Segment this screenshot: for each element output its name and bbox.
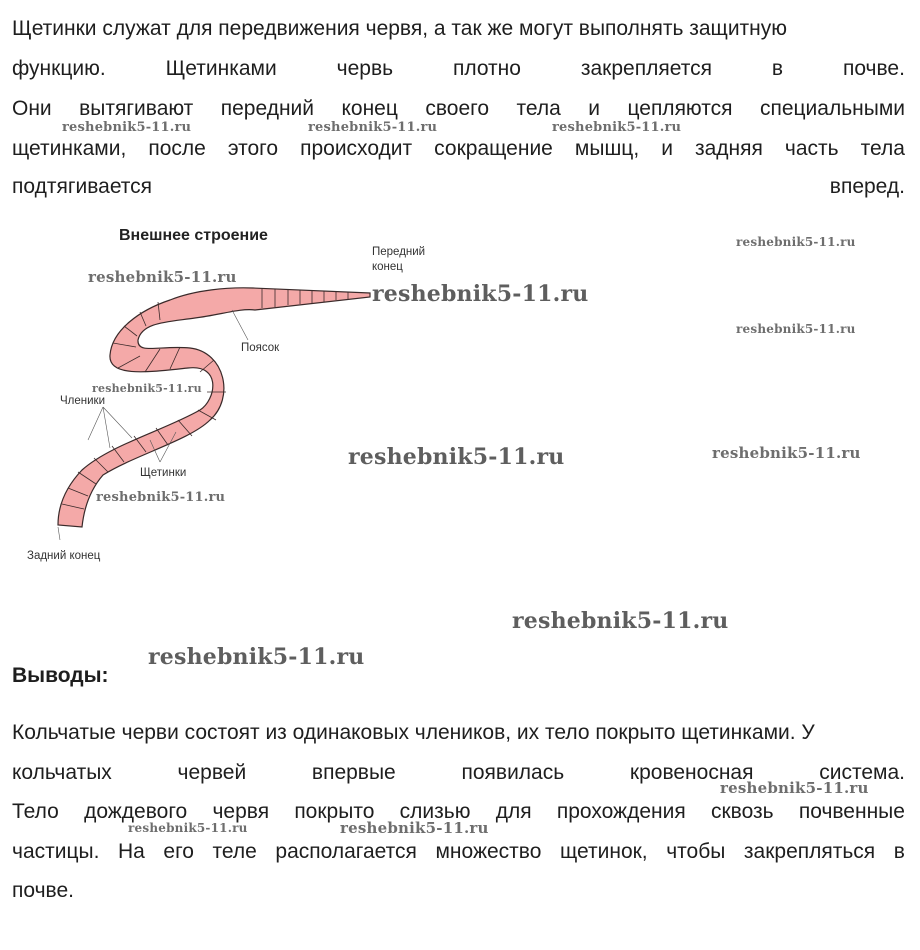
text-span: этого <box>227 137 279 160</box>
text-span: система. <box>819 761 905 784</box>
label-girdle: Поясок <box>241 342 280 354</box>
paragraph-2-line-1 <box>12 718 905 748</box>
watermark: reshebnik5-11.ru <box>736 235 856 249</box>
text-span: чтобы <box>666 840 726 863</box>
text-span: конец <box>341 97 398 120</box>
text-span: Тело <box>12 800 59 823</box>
text-span: щетинками, <box>12 137 127 160</box>
text-span: почве. <box>842 57 905 80</box>
text-span: тела <box>516 97 561 120</box>
paragraph-2-line-5 <box>12 876 905 906</box>
text-span: плотно <box>452 57 521 80</box>
text-span: мышц, <box>574 137 640 160</box>
watermark: reshebnik5-11.ru <box>308 120 438 135</box>
watermark: reshebnik5-11.ru <box>720 779 869 797</box>
text-span: задняя <box>694 137 763 160</box>
text-span: частицы. <box>12 840 100 863</box>
text-span: своего <box>425 97 490 120</box>
text-span: червей <box>177 761 247 784</box>
text-span: червь <box>336 57 394 80</box>
text-span: вытягивают <box>79 97 194 120</box>
label-line: конец <box>372 261 403 273</box>
text-span: цепляются <box>627 97 733 120</box>
label-segments: Членики <box>60 395 106 407</box>
text-span: Кольчатые черви состоят из одинаковых члеников, их тело покрыто щетинками. У <box>12 721 815 744</box>
paragraph-2-line-4 <box>12 837 905 867</box>
text-span: На <box>118 840 145 863</box>
text-span: Щетинками <box>165 57 277 80</box>
text-span: тела <box>860 137 905 160</box>
text-span: его <box>163 840 194 863</box>
text-span: почве. <box>12 879 74 902</box>
text-span: кровеносная <box>629 761 754 784</box>
text-span: теле <box>212 840 257 863</box>
label-line: Передний <box>372 246 426 258</box>
text-span: функцию. <box>12 57 106 80</box>
text-span: покрыто <box>294 800 375 823</box>
text-span: и <box>661 137 673 160</box>
watermark: reshebnik5-11.ru <box>340 819 489 837</box>
watermark: reshebnik5-11.ru <box>128 821 248 835</box>
text-span: в <box>893 840 905 863</box>
text-span: после <box>148 137 206 160</box>
label-front-end <box>372 245 425 275</box>
text-span: в <box>771 57 784 80</box>
rear-end-pointer <box>58 527 60 540</box>
figure-title: Внешнее строение <box>119 227 268 244</box>
text-span: щетинок, <box>559 840 648 863</box>
watermark: reshebnik5-11.ru <box>148 644 365 670</box>
text-span: Щетинки служат для передвижения червя, а так же могут выполнять защитную <box>12 17 788 40</box>
text-span: впервые <box>311 761 396 784</box>
watermark: reshebnik5-11.ru <box>348 444 565 470</box>
watermark: reshebnik5-11.ru <box>372 281 589 307</box>
text-span: сокращение <box>434 137 553 160</box>
text-span: располагается <box>275 840 417 863</box>
watermark: reshebnik5-11.ru <box>712 444 861 462</box>
text-span: закрепляться <box>743 840 876 863</box>
label-bristles: Щетинки <box>140 467 187 479</box>
text-span: Они <box>12 97 52 120</box>
text-span: кольчатых <box>12 761 112 784</box>
text-span: дождевого <box>84 800 188 823</box>
watermark: reshebnik5-11.ru <box>736 322 856 336</box>
text-span: и <box>588 97 600 120</box>
text-span: подтягивается <box>12 175 153 198</box>
girdle-pointer <box>232 310 248 340</box>
text-span: слизью <box>399 800 471 823</box>
text-span: почвенные <box>798 800 905 823</box>
text-span: специальными <box>759 97 905 120</box>
segment-pointer <box>88 407 103 440</box>
watermark: reshebnik5-11.ru <box>552 120 682 135</box>
text-span: происходит <box>300 137 413 160</box>
text-span: часть <box>784 137 839 160</box>
watermark: reshebnik5-11.ru <box>92 382 202 395</box>
text-span: множество <box>435 840 542 863</box>
watermark: reshebnik5-11.ru <box>88 268 237 286</box>
watermark: reshebnik5-11.ru <box>96 490 226 505</box>
watermark: reshebnik5-11.ru <box>512 608 729 634</box>
text-span: червя <box>212 800 270 823</box>
watermark: reshebnik5-11.ru <box>62 120 192 135</box>
label-rear-end: Задний конец <box>27 550 101 562</box>
conclusions-heading: Выводы: <box>12 664 109 687</box>
text-span: сквозь <box>710 800 774 823</box>
text-span: прохождения <box>556 800 686 823</box>
text-span: вперед. <box>829 175 905 198</box>
text-span: передний <box>220 97 315 120</box>
text-span: закрепляется <box>580 57 712 80</box>
text-span: появилась <box>461 761 565 784</box>
text-span: для <box>495 800 532 823</box>
